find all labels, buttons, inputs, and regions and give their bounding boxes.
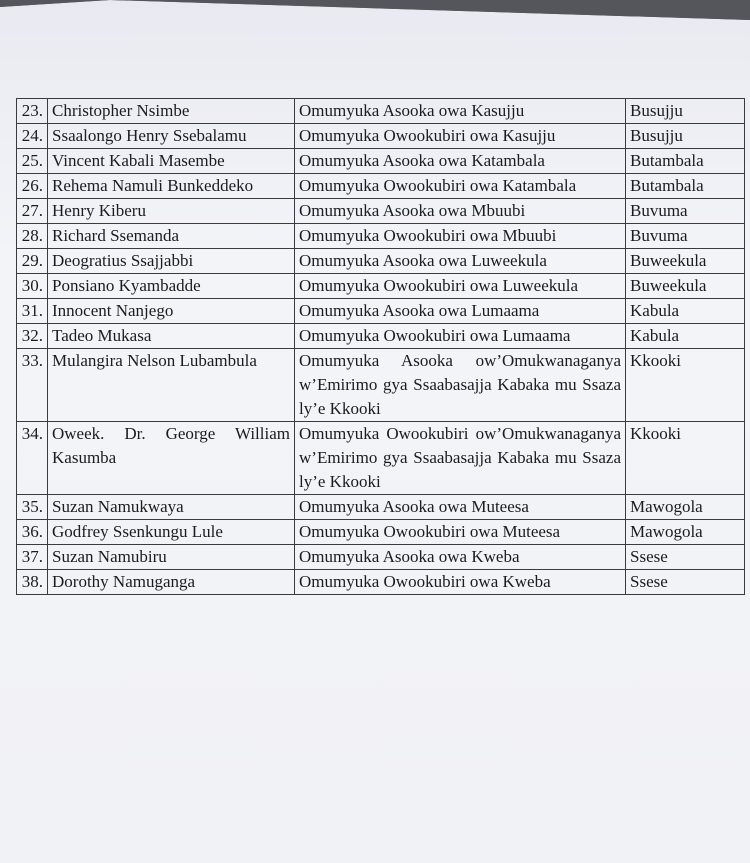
member-district: Kkooki (626, 349, 745, 422)
member-position: Omumyuka Owookubiri ow’Omukwanaganya w’Emirimo gya Ssaabasajja Kabaka mu Ssaza ly’e Kkooki (295, 422, 626, 495)
member-name: Suzan Namubiru (48, 545, 295, 570)
member-position: Omumyuka Owookubiri owa Muteesa (295, 520, 626, 545)
member-name: Mulangira Nelson Lubambula (48, 349, 295, 422)
member-district: Kkooki (626, 422, 745, 495)
members-table (16, 98, 745, 595)
table-row (17, 570, 745, 595)
table-row (17, 174, 745, 199)
member-district: Busujju (626, 99, 745, 124)
table-row (17, 99, 745, 124)
row-number: 36. (17, 520, 48, 545)
table-row (17, 274, 745, 299)
member-name: Christopher Nsimbe (48, 99, 295, 124)
row-number: 27. (17, 199, 48, 224)
member-position: Omumyuka Asooka owa Lumaama (295, 299, 626, 324)
table-row (17, 224, 745, 249)
row-number: 23. (17, 99, 48, 124)
member-position: Omumyuka Owookubiri owa Katambala (295, 174, 626, 199)
row-number: 28. (17, 224, 48, 249)
member-name: Ssaalongo Henry Ssebalamu (48, 124, 295, 149)
member-name: Tadeo Mukasa (48, 324, 295, 349)
row-number: 38. (17, 570, 48, 595)
member-position: Omumyuka Asooka ow’Omukwanaganya w’Emirimo gya Ssaabasajja Kabaka mu Ssaza ly’e Kkooki (295, 349, 626, 422)
member-district: Mawogola (626, 495, 745, 520)
member-position: Omumyuka Owookubiri owa Kasujju (295, 124, 626, 149)
row-number: 29. (17, 249, 48, 274)
member-district: Ssese (626, 545, 745, 570)
member-position: Omumyuka Asooka owa Katambala (295, 149, 626, 174)
table-row (17, 249, 745, 274)
table-row (17, 149, 745, 174)
table-row (17, 124, 745, 149)
row-number: 25. (17, 149, 48, 174)
table-row (17, 520, 745, 545)
row-number: 32. (17, 324, 48, 349)
table-row (17, 545, 745, 570)
member-district: Kabula (626, 299, 745, 324)
table-row (17, 199, 745, 224)
member-name: Innocent Nanjego (48, 299, 295, 324)
members-table-body (17, 99, 745, 595)
member-district: Mawogola (626, 520, 745, 545)
member-name: Dorothy Namuganga (48, 570, 295, 595)
member-name: Henry Kiberu (48, 199, 295, 224)
member-position: Omumyuka Asooka owa Kweba (295, 545, 626, 570)
member-district: Ssese (626, 570, 745, 595)
member-position: Omumyuka Asooka owa Mbuubi (295, 199, 626, 224)
member-name: Deogratius Ssajjabbi (48, 249, 295, 274)
member-district: Butambala (626, 174, 745, 199)
member-district: Butambala (626, 149, 745, 174)
row-number: 35. (17, 495, 48, 520)
member-district: Kabula (626, 324, 745, 349)
member-name: Ponsiano Kyambadde (48, 274, 295, 299)
member-position: Omumyuka Owookubiri owa Luweekula (295, 274, 626, 299)
row-number: 33. (17, 349, 48, 422)
table-row (17, 324, 745, 349)
member-district: Buvuma (626, 199, 745, 224)
table-row (17, 422, 745, 495)
member-name: Suzan Namukwaya (48, 495, 295, 520)
member-name: Richard Ssemanda (48, 224, 295, 249)
member-district: Buweekula (626, 274, 745, 299)
row-number: 30. (17, 274, 48, 299)
member-district: Busujju (626, 124, 745, 149)
member-district: Buvuma (626, 224, 745, 249)
member-position: Omumyuka Asooka owa Kasujju (295, 99, 626, 124)
table-row (17, 299, 745, 324)
table-row (17, 349, 745, 422)
member-position: Omumyuka Owookubiri owa Kweba (295, 570, 626, 595)
row-number: 37. (17, 545, 48, 570)
member-position: Omumyuka Owookubiri owa Lumaama (295, 324, 626, 349)
row-number: 34. (17, 422, 48, 495)
member-name: Vincent Kabali Masembe (48, 149, 295, 174)
member-name: Oweek. Dr. George William Kasumba (48, 422, 295, 495)
member-position: Omumyuka Asooka owa Muteesa (295, 495, 626, 520)
member-name: Godfrey Ssenkungu Lule (48, 520, 295, 545)
row-number: 31. (17, 299, 48, 324)
table-row (17, 495, 745, 520)
row-number: 26. (17, 174, 48, 199)
member-position: Omumyuka Owookubiri owa Mbuubi (295, 224, 626, 249)
member-name: Rehema Namuli Bunkeddeko (48, 174, 295, 199)
member-district: Buweekula (626, 249, 745, 274)
member-position: Omumyuka Asooka owa Luweekula (295, 249, 626, 274)
row-number: 24. (17, 124, 48, 149)
